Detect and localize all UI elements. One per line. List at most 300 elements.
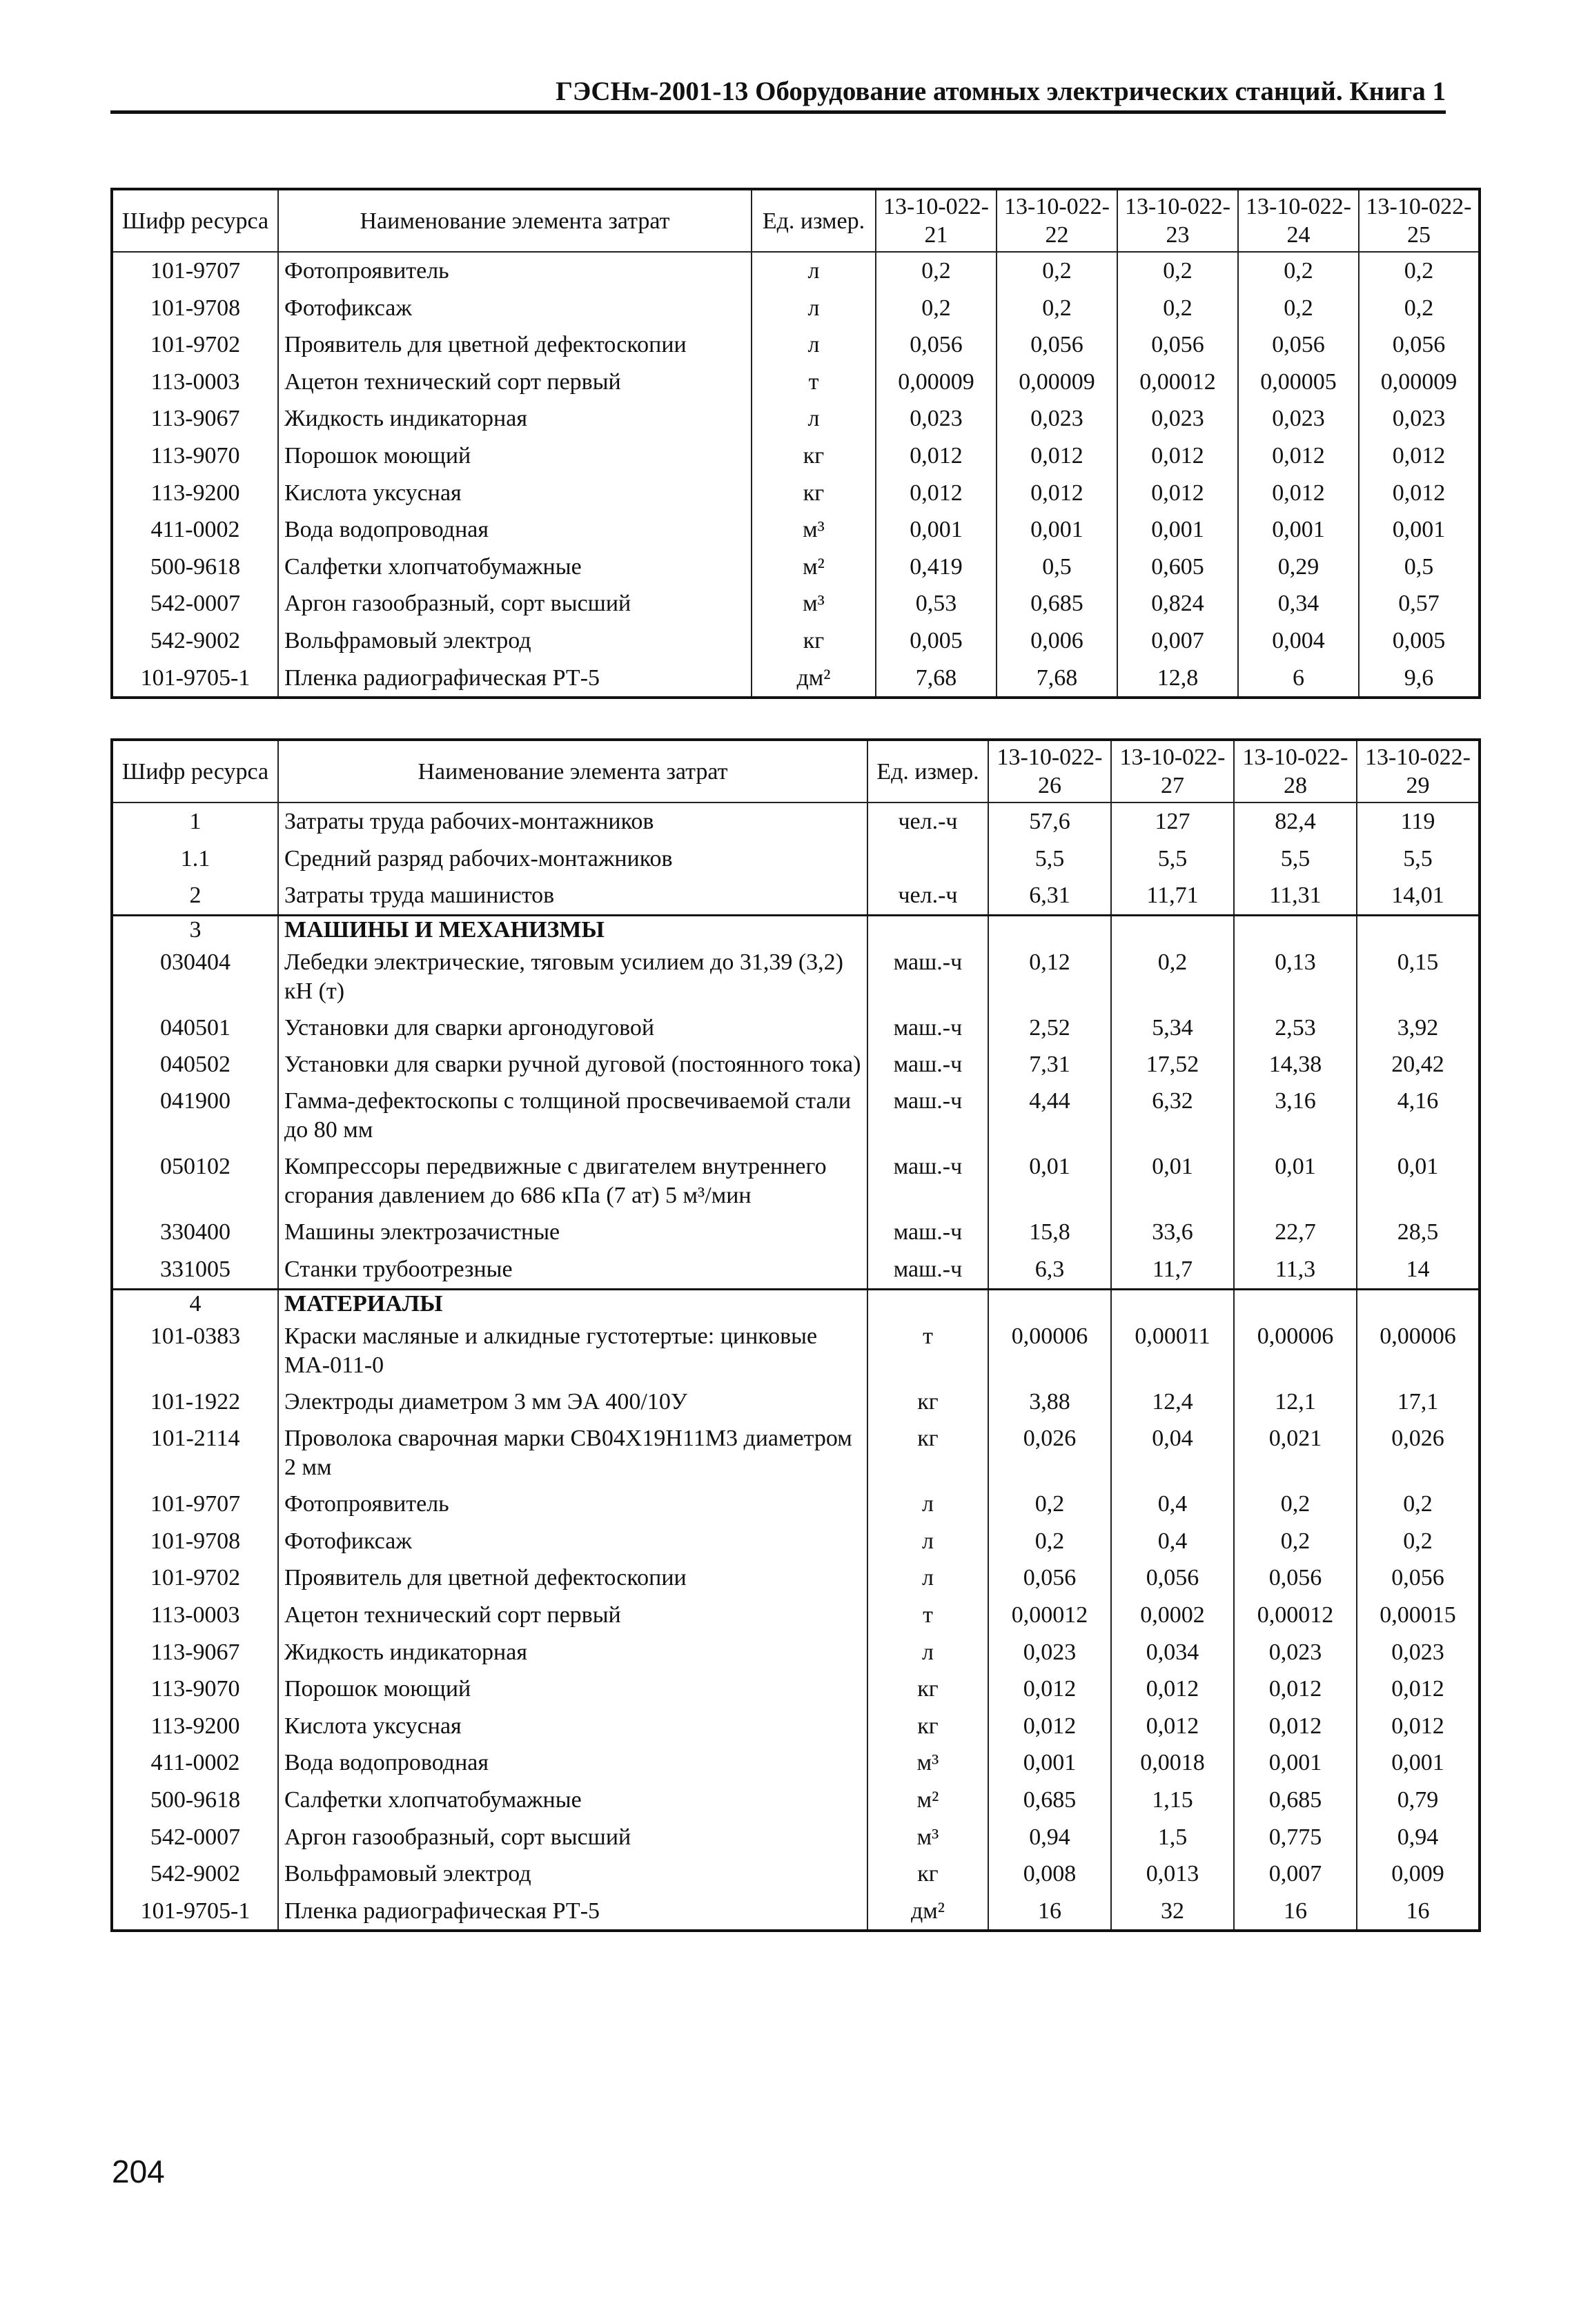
norm-value: 6,32 bbox=[1111, 1083, 1234, 1148]
norm-value: 32 bbox=[1111, 1893, 1234, 1931]
norm-value: 0,01 bbox=[1111, 1148, 1234, 1214]
col-header-norm: 13-10-022-26 bbox=[988, 740, 1111, 802]
resource-unit: маш.-ч bbox=[867, 944, 988, 1010]
norm-value: 0,056 bbox=[988, 1559, 1111, 1597]
norm-value: 7,68 bbox=[876, 660, 997, 698]
resource-name: Пленка радиографическая РТ-5 bbox=[278, 1893, 867, 1931]
norm-value: 0,04 bbox=[1111, 1420, 1234, 1486]
norm-value: 3,16 bbox=[1234, 1083, 1357, 1148]
resource-name: Жидкость индикаторная bbox=[278, 1634, 867, 1671]
table-row bbox=[112, 944, 1480, 1010]
norm-value: 0,056 bbox=[1234, 1559, 1357, 1597]
resource-name: Вода водопроводная bbox=[278, 1744, 867, 1782]
table-row bbox=[112, 840, 1480, 878]
norm-value: 0,2 bbox=[1234, 1523, 1357, 1560]
norm-value: 82,4 bbox=[1234, 802, 1357, 840]
norm-value: 3,88 bbox=[988, 1383, 1111, 1421]
resource-unit: дм² bbox=[867, 1893, 988, 1931]
resource-name: Жидкость индикаторная bbox=[278, 400, 752, 437]
norm-value: 11,31 bbox=[1234, 877, 1357, 915]
norm-value: 0,005 bbox=[876, 622, 997, 660]
norm-value: 5,5 bbox=[1111, 840, 1234, 878]
resource-code: 101-9702 bbox=[112, 1559, 278, 1597]
table-row bbox=[112, 511, 1480, 549]
norm-value bbox=[1234, 915, 1357, 944]
resource-unit: кг bbox=[867, 1708, 988, 1745]
table-row bbox=[112, 1559, 1480, 1597]
table-row bbox=[112, 1318, 1480, 1383]
col-header-unit: Ед. измер. bbox=[752, 189, 876, 252]
resource-unit: маш.-ч bbox=[867, 1010, 988, 1047]
norm-value: 0,94 bbox=[988, 1819, 1111, 1856]
table-row bbox=[112, 622, 1480, 660]
resource-unit: маш.-ч bbox=[867, 1148, 988, 1214]
resource-code: 330400 bbox=[112, 1214, 278, 1251]
norm-value: 0,012 bbox=[1234, 1671, 1357, 1708]
norm-value: 0,023 bbox=[1117, 400, 1238, 437]
norm-value: 14 bbox=[1357, 1251, 1480, 1289]
norm-value: 0,007 bbox=[1117, 622, 1238, 660]
norm-value: 0,2 bbox=[876, 252, 997, 290]
norm-value: 0,5 bbox=[1359, 549, 1480, 586]
resource-code: 101-9702 bbox=[112, 326, 278, 364]
norm-value: 0,94 bbox=[1357, 1819, 1480, 1856]
resource-name: Фотофиксаж bbox=[278, 290, 752, 327]
section-code: 3 bbox=[112, 915, 278, 944]
norm-value: 0,008 bbox=[988, 1855, 1111, 1893]
table-row bbox=[112, 364, 1480, 401]
norm-value: 0,00009 bbox=[997, 364, 1117, 401]
resource-unit: маш.-ч bbox=[867, 1251, 988, 1289]
norm-value: 5,5 bbox=[1234, 840, 1357, 878]
col-header-norm: 13-10-022-22 bbox=[997, 189, 1117, 252]
norm-value: 12,4 bbox=[1111, 1383, 1234, 1421]
norm-value: 0,012 bbox=[1359, 437, 1480, 475]
resource-code: 113-0003 bbox=[112, 364, 278, 401]
table-row bbox=[112, 437, 1480, 475]
resource-code: 1.1 bbox=[112, 840, 278, 878]
resource-unit: чел.-ч bbox=[867, 877, 988, 915]
section-title: МАТЕРИАЛЫ bbox=[278, 1289, 867, 1318]
resource-name: Лебедки электрические, тяговым усилием до 31,39 (3,2) кН (т) bbox=[278, 944, 867, 1010]
resource-code: 331005 bbox=[112, 1251, 278, 1289]
resource-code: 101-2114 bbox=[112, 1420, 278, 1486]
norm-value: 0,12 bbox=[988, 944, 1111, 1010]
norm-value: 0,026 bbox=[1357, 1420, 1480, 1486]
norm-value: 0,34 bbox=[1238, 585, 1359, 622]
norm-value: 16 bbox=[988, 1893, 1111, 1931]
resource-name: Фотофиксаж bbox=[278, 1523, 867, 1560]
resource-name: Аргон газообразный, сорт высший bbox=[278, 585, 752, 622]
resource-name: Пленка радиографическая РТ-5 bbox=[278, 660, 752, 698]
resource-unit: т bbox=[867, 1597, 988, 1634]
resource-name: Затраты труда машинистов bbox=[278, 877, 867, 915]
norm-value: 0,2 bbox=[876, 290, 997, 327]
resource-unit bbox=[867, 840, 988, 878]
resource-name: Салфетки хлопчатобумажные bbox=[278, 549, 752, 586]
resource-code: 542-0007 bbox=[112, 1819, 278, 1856]
norm-value: 0,53 bbox=[876, 585, 997, 622]
norm-value: 0,001 bbox=[1238, 511, 1359, 549]
norm-value: 15,8 bbox=[988, 1214, 1111, 1251]
norm-value: 0,00006 bbox=[1234, 1318, 1357, 1383]
resource-unit: кг bbox=[752, 437, 876, 475]
norm-value: 0,026 bbox=[988, 1420, 1111, 1486]
norm-value: 0,2 bbox=[1359, 252, 1480, 290]
norm-value: 14,01 bbox=[1357, 877, 1480, 915]
norm-value: 127 bbox=[1111, 802, 1234, 840]
table-row bbox=[112, 1671, 1480, 1708]
norm-value: 0,012 bbox=[1234, 1708, 1357, 1745]
norm-value: 7,31 bbox=[988, 1046, 1111, 1083]
norm-value: 0,2 bbox=[1357, 1523, 1480, 1560]
norm-value: 0,012 bbox=[1117, 437, 1238, 475]
norm-value: 7,68 bbox=[997, 660, 1117, 698]
resource-code: 113-9200 bbox=[112, 475, 278, 512]
norm-value: 0,012 bbox=[1357, 1671, 1480, 1708]
resource-unit bbox=[867, 1289, 988, 1318]
norm-value: 0,005 bbox=[1359, 622, 1480, 660]
norm-value: 0,001 bbox=[1234, 1744, 1357, 1782]
resource-name: Установки для сварки ручной дуговой (постоянного тока) bbox=[278, 1046, 867, 1083]
norm-value: 0,01 bbox=[988, 1148, 1111, 1214]
resource-unit: л bbox=[867, 1523, 988, 1560]
resource-unit: м² bbox=[867, 1782, 988, 1819]
norm-value: 0,2 bbox=[1238, 290, 1359, 327]
norm-value: 0,012 bbox=[988, 1671, 1111, 1708]
resource-name: Проявитель для цветной дефектоскопии bbox=[278, 326, 752, 364]
norm-value: 6,31 bbox=[988, 877, 1111, 915]
resource-code: 101-9705-1 bbox=[112, 1893, 278, 1931]
resource-unit: м³ bbox=[867, 1744, 988, 1782]
resource-code: 542-0007 bbox=[112, 585, 278, 622]
resource-name: Фотопроявитель bbox=[278, 252, 752, 290]
norm-value: 0,056 bbox=[1359, 326, 1480, 364]
norm-value: 0,2 bbox=[997, 290, 1117, 327]
resource-code: 050102 bbox=[112, 1148, 278, 1214]
norm-value: 0,00012 bbox=[1234, 1597, 1357, 1634]
norm-value: 16 bbox=[1234, 1893, 1357, 1931]
resource-code: 2 bbox=[112, 877, 278, 915]
norm-value: 0,056 bbox=[1357, 1559, 1480, 1597]
norm-value: 0,001 bbox=[1117, 511, 1238, 549]
norm-value: 0,79 bbox=[1357, 1782, 1480, 1819]
norm-value: 0,001 bbox=[1357, 1744, 1480, 1782]
resource-code: 113-9200 bbox=[112, 1708, 278, 1745]
norm-value: 0,023 bbox=[1359, 400, 1480, 437]
resource-table-2 bbox=[110, 738, 1481, 1932]
resource-name: Проволока сварочная марки СВ04Х19Н11М3 диаметром 2 мм bbox=[278, 1420, 867, 1486]
resource-name: Компрессоры передвижные с двигателем внутреннего сгорания давлением до 686 кПа (7 ат) 5 м³/мин bbox=[278, 1148, 867, 1214]
table-row bbox=[112, 1708, 1480, 1745]
norm-value: 5,5 bbox=[988, 840, 1111, 878]
norm-value: 1,5 bbox=[1111, 1819, 1234, 1856]
resource-unit: кг bbox=[752, 475, 876, 512]
resource-code: 101-9707 bbox=[112, 252, 278, 290]
norm-value: 2,52 bbox=[988, 1010, 1111, 1047]
norm-value bbox=[1357, 915, 1480, 944]
norm-value: 1,15 bbox=[1111, 1782, 1234, 1819]
norm-value: 0,2 bbox=[1238, 252, 1359, 290]
resource-code: 040501 bbox=[112, 1010, 278, 1047]
norm-value: 0,012 bbox=[1111, 1708, 1234, 1745]
table-row bbox=[112, 1744, 1480, 1782]
norm-value: 0,023 bbox=[997, 400, 1117, 437]
resource-unit: дм² bbox=[752, 660, 876, 698]
table-row bbox=[112, 1523, 1480, 1560]
resource-code: 113-9070 bbox=[112, 1671, 278, 1708]
norm-value: 119 bbox=[1357, 802, 1480, 840]
norm-value: 0,2 bbox=[1357, 1486, 1480, 1523]
norm-value: 33,6 bbox=[1111, 1214, 1234, 1251]
norm-value: 0,15 bbox=[1357, 944, 1480, 1010]
norm-value: 0,056 bbox=[1238, 326, 1359, 364]
norm-value: 0,023 bbox=[876, 400, 997, 437]
resource-code: 113-9070 bbox=[112, 437, 278, 475]
page-number: 204 bbox=[112, 2154, 165, 2189]
norm-value: 0,023 bbox=[1238, 400, 1359, 437]
table-row bbox=[112, 549, 1480, 586]
norm-value: 0,13 bbox=[1234, 944, 1357, 1010]
norm-value: 0,006 bbox=[997, 622, 1117, 660]
resource-code: 411-0002 bbox=[112, 511, 278, 549]
norm-value: 22,7 bbox=[1234, 1214, 1357, 1251]
norm-value: 0,012 bbox=[1238, 475, 1359, 512]
resource-code: 1 bbox=[112, 802, 278, 840]
norm-value: 0,00009 bbox=[1359, 364, 1480, 401]
table-row bbox=[112, 1010, 1480, 1047]
norm-value: 0,007 bbox=[1234, 1855, 1357, 1893]
norm-value: 0,2 bbox=[988, 1486, 1111, 1523]
norm-value: 0,29 bbox=[1238, 549, 1359, 586]
norm-value: 0,021 bbox=[1234, 1420, 1357, 1486]
table-row bbox=[112, 1597, 1480, 1634]
norm-value: 0,00005 bbox=[1238, 364, 1359, 401]
norm-value bbox=[1234, 1289, 1357, 1318]
norm-value: 0,012 bbox=[1238, 437, 1359, 475]
resource-name: Вольфрамовый электрод bbox=[278, 622, 752, 660]
resource-name: Кислота уксусная bbox=[278, 475, 752, 512]
resource-code: 500-9618 bbox=[112, 549, 278, 586]
section-row bbox=[112, 915, 1480, 944]
norm-value: 14,38 bbox=[1234, 1046, 1357, 1083]
col-header-code: Шифр ресурса bbox=[112, 189, 278, 252]
resource-unit: кг bbox=[867, 1420, 988, 1486]
resource-unit: м³ bbox=[752, 511, 876, 549]
resource-unit: маш.-ч bbox=[867, 1214, 988, 1251]
resource-code: 101-0383 bbox=[112, 1318, 278, 1383]
resource-name: Машины электрозачистные bbox=[278, 1214, 867, 1251]
norm-value: 0,013 bbox=[1111, 1855, 1234, 1893]
norm-value: 0,012 bbox=[1111, 1671, 1234, 1708]
table-row bbox=[112, 290, 1480, 327]
col-header-unit: Ед. измер. bbox=[867, 740, 988, 802]
resource-unit: м³ bbox=[867, 1819, 988, 1856]
resource-code: 113-9067 bbox=[112, 400, 278, 437]
table-row bbox=[112, 1383, 1480, 1421]
norm-value: 0,4 bbox=[1111, 1523, 1234, 1560]
table-row bbox=[112, 1214, 1480, 1251]
norm-value: 0,824 bbox=[1117, 585, 1238, 622]
norm-value: 0,2 bbox=[988, 1523, 1111, 1560]
table-row bbox=[112, 1420, 1480, 1486]
resource-name: Ацетон технический сорт первый bbox=[278, 1597, 867, 1634]
resource-name: Средний разряд рабочих-монтажников bbox=[278, 840, 867, 878]
norm-value: 0,023 bbox=[1357, 1634, 1480, 1671]
table-row bbox=[112, 802, 1480, 840]
col-header-code: Шифр ресурса bbox=[112, 740, 278, 802]
norm-value: 0,012 bbox=[997, 437, 1117, 475]
col-header-norm: 13-10-022-24 bbox=[1238, 189, 1359, 252]
resource-table-1 bbox=[110, 188, 1481, 699]
resource-name: Электроды диаметром 3 мм ЭА 400/10У bbox=[278, 1383, 867, 1421]
norm-value: 0,001 bbox=[997, 511, 1117, 549]
norm-value: 0,00015 bbox=[1357, 1597, 1480, 1634]
resource-code: 101-9708 bbox=[112, 290, 278, 327]
resource-name: Вода водопроводная bbox=[278, 511, 752, 549]
resource-unit: маш.-ч bbox=[867, 1083, 988, 1148]
norm-value: 0,012 bbox=[876, 475, 997, 512]
resource-unit: кг bbox=[867, 1671, 988, 1708]
resource-name: Порошок моющий bbox=[278, 1671, 867, 1708]
resource-name: Салфетки хлопчатобумажные bbox=[278, 1782, 867, 1819]
norm-value: 0,2 bbox=[1117, 252, 1238, 290]
norm-value: 0,004 bbox=[1238, 622, 1359, 660]
norm-value bbox=[1111, 1289, 1234, 1318]
resource-name: Ацетон технический сорт первый bbox=[278, 364, 752, 401]
table-row bbox=[112, 1855, 1480, 1893]
table-row bbox=[112, 1634, 1480, 1671]
page-header-title: ГЭСНм-2001-13 Оборудование атомных электрических станций. Книга 1 bbox=[110, 75, 1446, 114]
norm-value: 4,16 bbox=[1357, 1083, 1480, 1148]
norm-value: 17,52 bbox=[1111, 1046, 1234, 1083]
table-row bbox=[112, 1083, 1480, 1148]
resource-unit: т bbox=[867, 1318, 988, 1383]
col-header-norm: 13-10-022-25 bbox=[1359, 189, 1480, 252]
resource-unit: л bbox=[867, 1559, 988, 1597]
resource-unit: кг bbox=[752, 622, 876, 660]
norm-value: 0,012 bbox=[997, 475, 1117, 512]
norm-value: 28,5 bbox=[1357, 1214, 1480, 1251]
resource-unit: т bbox=[752, 364, 876, 401]
resource-name: Установки для сварки аргонодуговой bbox=[278, 1010, 867, 1047]
resource-name: Порошок моющий bbox=[278, 437, 752, 475]
table-row bbox=[112, 585, 1480, 622]
resource-name: Аргон газообразный, сорт высший bbox=[278, 1819, 867, 1856]
resource-code: 411-0002 bbox=[112, 1744, 278, 1782]
table-row bbox=[112, 1046, 1480, 1083]
resource-name: Кислота уксусная bbox=[278, 1708, 867, 1745]
resource-code: 101-9708 bbox=[112, 1523, 278, 1560]
norm-value: 0,00006 bbox=[988, 1318, 1111, 1383]
norm-value: 0,056 bbox=[1111, 1559, 1234, 1597]
resource-code: 101-1922 bbox=[112, 1383, 278, 1421]
norm-value: 0,0002 bbox=[1111, 1597, 1234, 1634]
norm-value: 0,056 bbox=[876, 326, 997, 364]
resource-code: 101-9705-1 bbox=[112, 660, 278, 698]
norm-value: 0,2 bbox=[1111, 944, 1234, 1010]
norm-value: 2,53 bbox=[1234, 1010, 1357, 1047]
resource-unit: маш.-ч bbox=[867, 1046, 988, 1083]
resource-name: Проявитель для цветной дефектоскопии bbox=[278, 1559, 867, 1597]
resource-name: Краски масляные и алкидные густотертые: цинковые МА-011-0 bbox=[278, 1318, 867, 1383]
col-header-norm: 13-10-022-21 bbox=[876, 189, 997, 252]
resource-unit: л bbox=[752, 400, 876, 437]
table-row bbox=[112, 660, 1480, 698]
table-row bbox=[112, 1893, 1480, 1931]
norm-value: 6 bbox=[1238, 660, 1359, 698]
norm-value: 0,2 bbox=[1359, 290, 1480, 327]
norm-value: 0,056 bbox=[997, 326, 1117, 364]
norm-value: 0,2 bbox=[1117, 290, 1238, 327]
resource-name: Гамма-дефектоскопы с толщиной просвечиваемой стали до 80 мм bbox=[278, 1083, 867, 1148]
norm-value: 0,001 bbox=[988, 1744, 1111, 1782]
col-header-norm: 13-10-022-28 bbox=[1234, 740, 1357, 802]
table-row bbox=[112, 877, 1480, 915]
norm-value: 0,685 bbox=[997, 585, 1117, 622]
norm-value: 11,7 bbox=[1111, 1251, 1234, 1289]
norm-value: 20,42 bbox=[1357, 1046, 1480, 1083]
table-row bbox=[112, 252, 1480, 290]
norm-value: 11,3 bbox=[1234, 1251, 1357, 1289]
norm-value: 0,775 bbox=[1234, 1819, 1357, 1856]
norm-value: 0,009 bbox=[1357, 1855, 1480, 1893]
norm-value: 0,023 bbox=[988, 1634, 1111, 1671]
table-row bbox=[112, 1486, 1480, 1523]
table-row bbox=[112, 1148, 1480, 1214]
norm-value: 0,57 bbox=[1359, 585, 1480, 622]
resource-unit: м² bbox=[752, 549, 876, 586]
norm-value bbox=[988, 915, 1111, 944]
norm-value: 0,685 bbox=[988, 1782, 1111, 1819]
norm-value: 0,01 bbox=[1234, 1148, 1357, 1214]
col-header-norm: 13-10-022-29 bbox=[1357, 740, 1480, 802]
norm-value: 5,5 bbox=[1357, 840, 1480, 878]
resource-unit: л bbox=[752, 252, 876, 290]
norm-value: 0,00012 bbox=[988, 1597, 1111, 1634]
norm-value: 0,4 bbox=[1111, 1486, 1234, 1523]
section-code: 4 bbox=[112, 1289, 278, 1318]
resource-code: 113-9067 bbox=[112, 1634, 278, 1671]
norm-value: 0,00006 bbox=[1357, 1318, 1480, 1383]
resource-code: 040502 bbox=[112, 1046, 278, 1083]
resource-name: Вольфрамовый электрод bbox=[278, 1855, 867, 1893]
norm-value: 0,2 bbox=[997, 252, 1117, 290]
resource-unit: л bbox=[867, 1486, 988, 1523]
norm-value: 0,00011 bbox=[1111, 1318, 1234, 1383]
norm-value: 0,00009 bbox=[876, 364, 997, 401]
resource-code: 113-0003 bbox=[112, 1597, 278, 1634]
norm-value bbox=[1357, 1289, 1480, 1318]
resource-code: 030404 bbox=[112, 944, 278, 1010]
table-row bbox=[112, 1251, 1480, 1289]
norm-value: 16 bbox=[1357, 1893, 1480, 1931]
resource-code: 500-9618 bbox=[112, 1782, 278, 1819]
norm-value: 11,71 bbox=[1111, 877, 1234, 915]
resource-unit: кг bbox=[867, 1383, 988, 1421]
col-header-norm: 13-10-022-23 bbox=[1117, 189, 1238, 252]
norm-value: 0,023 bbox=[1234, 1634, 1357, 1671]
norm-value: 0,012 bbox=[876, 437, 997, 475]
resource-name: Затраты труда рабочих-монтажников bbox=[278, 802, 867, 840]
table-row bbox=[112, 326, 1480, 364]
col-header-name: Наименование элемента затрат bbox=[278, 189, 752, 252]
resource-code: 542-9002 bbox=[112, 622, 278, 660]
resource-unit: м³ bbox=[752, 585, 876, 622]
table-row bbox=[112, 1819, 1480, 1856]
col-header-norm: 13-10-022-27 bbox=[1111, 740, 1234, 802]
norm-value: 17,1 bbox=[1357, 1383, 1480, 1421]
